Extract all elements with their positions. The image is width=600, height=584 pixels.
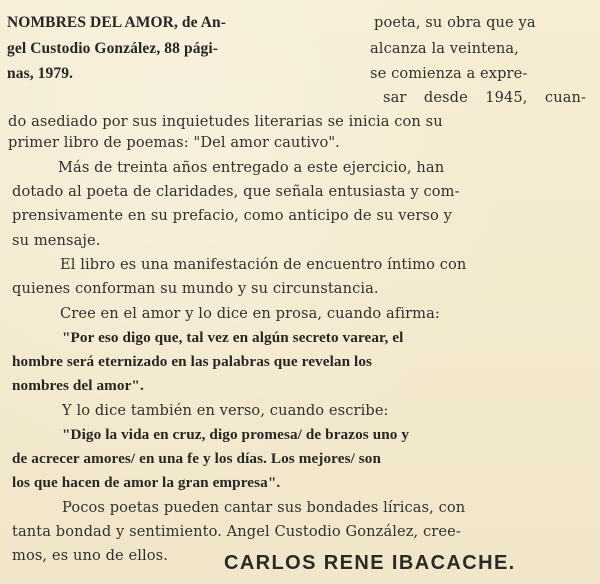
body-line: El libro es una manifestación de encuentro íntimo con: [60, 256, 467, 273]
body-line: Cree en el amor y lo dice en prosa, cuando afirma:: [60, 305, 440, 322]
quote-line: "Por eso digo que, tal vez en algún secreto varear, el: [62, 329, 404, 346]
book-title-line: NOMBRES DEL AMOR, de An-: [7, 14, 226, 31]
quote-line: hombre será eternizado en las palabras que revelan los: [12, 353, 373, 370]
author-signature: CARLOS RENE IBACACHE.: [224, 552, 516, 574]
intro-line: sar desde 1945, cuan-: [383, 89, 587, 106]
book-details-line: nas, 1979.: [7, 65, 74, 82]
intro-line: poeta, su obra que ya: [374, 14, 536, 31]
body-line: primer libro de poemas: "Del amor cautivo".: [8, 134, 340, 151]
quote-line: los que hacen de amor la gran empresa".: [12, 474, 281, 491]
intro-line: alcanza la veintena,: [370, 40, 519, 57]
body-line: dotado al poeta de claridades, que señala entusiasta y com-: [12, 183, 460, 200]
quote-line: de acrecer amores/ en una fe y los días. Los mejores/ son: [12, 450, 382, 467]
body-line: do asediado por sus inquietudes literarias se inicia con su: [8, 113, 443, 130]
body-line: su mensaje.: [12, 232, 101, 249]
body-line: Pocos poetas pueden cantar sus bondades líricas, con: [62, 499, 466, 516]
intro-line: se comienza a expre-: [370, 65, 528, 82]
body-line: Y lo dice también en verso, cuando escribe:: [62, 402, 389, 419]
body-line: quienes conforman su mundo y su circunstancia.: [12, 280, 379, 297]
body-line: Más de treinta años entregado a este ejercicio, han: [58, 159, 445, 176]
body-line: prensivamente en su prefacio, como anticipo de su verso y: [12, 207, 452, 224]
body-line: mos, es uno de ellos.: [12, 547, 168, 564]
book-author-line: gel Custodio González, 88 pági-: [7, 40, 219, 57]
body-line: tanta bondad y sentimiento. Angel Custodio González, cree-: [12, 523, 461, 540]
quote-line: nombres del amor".: [12, 377, 144, 394]
quote-line: "Digo la vida en cruz, digo promesa/ de brazos uno y: [62, 426, 410, 443]
